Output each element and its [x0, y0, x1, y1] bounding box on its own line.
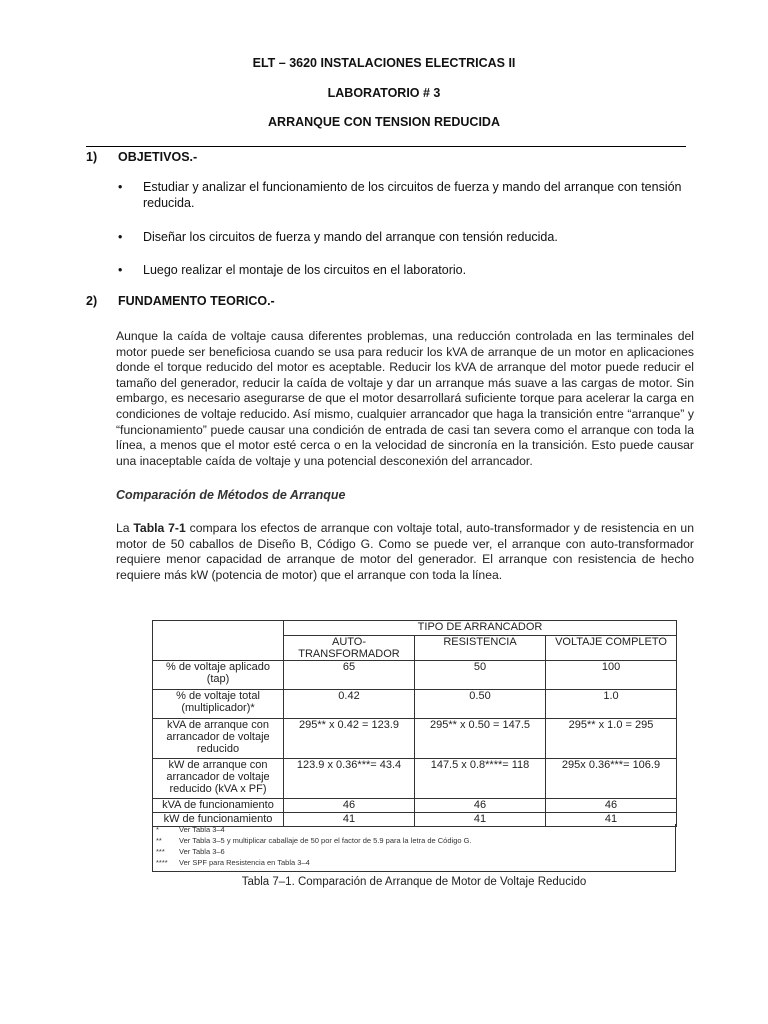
table-cell: 295** x 0.50 = 147.5 — [415, 718, 546, 758]
table-row — [153, 689, 677, 718]
corner-cell — [153, 621, 284, 636]
table-cell: 50 — [415, 660, 546, 689]
theory-paragraph: Aunque la caída de voltaje causa diferentes problemas, una reducción controlada en las terminales del motor puede ser beneficiosa cuando se usa para reducir los kVA de arranque de un motor en aplicaciones donde el torque reducido del motor es aceptable. Reducir los kVA de arranque del motor puede reducir el tamaño del generador, reducir la caída de voltaje y dar un arranque más suave a las cargas de motor. Sin embargo, es necesario asegurarse de que el motor desarrollará suficiente torque para acelerar la carga en condiciones de voltaje reducido. Así mismo, cualquier arrancador que haga la transición entre “arranque” y “funcionamiento” puede causar una condición de entrada de casi tan severa como el arranque con toda la línea, a menos que el motor esté cerca o en la velocidad de sincronía en la transición. Esto puede causar una inaceptable caída de voltaje y una potencial desconexión del arrancador. — [116, 329, 694, 468]
table-caption: Tabla 7–1. Comparación de Arranque de Motor de Voltaje Reducido — [241, 876, 587, 888]
objective-item — [118, 229, 698, 245]
column-header: AUTO-TRANSFORMADOR — [284, 635, 415, 660]
row-label: kVA de funcionamiento — [153, 798, 284, 812]
table-cell: 100 — [546, 660, 677, 689]
section-fundamento-heading — [86, 294, 275, 308]
table-cell: 295** x 0.42 = 123.9 — [284, 718, 415, 758]
footnote-mark: ** — [156, 836, 162, 845]
row-label: % de voltaje aplicado (tap) — [153, 660, 284, 689]
row-label: kW de arranque con arrancador de voltaje reducido (kVA x PF) — [153, 758, 284, 798]
comparison-text-start: La — [116, 521, 134, 535]
comparison-subheading: Comparación de Métodos de Arranque — [116, 488, 346, 502]
section-title: FUNDAMENTO TEORICO.- — [118, 294, 275, 308]
objective-item — [118, 179, 698, 211]
table-row — [153, 718, 677, 758]
header-rule — [86, 146, 686, 147]
table-row — [153, 798, 677, 812]
table-cell: 0.50 — [415, 689, 546, 718]
bullet-icon: • — [118, 230, 123, 244]
footnote-text: Ver Tabla 3–6 — [179, 847, 225, 856]
footnote-mark: * — [156, 825, 159, 834]
column-header: VOLTAJE COMPLETO — [546, 635, 677, 660]
section-objetivos-heading — [86, 150, 197, 164]
footnote-text: Ver SPF para Resistencia en Tabla 3–4 — [179, 858, 310, 867]
table-cell: 295x 0.36***= 106.9 — [546, 758, 677, 798]
row-label: % de voltaje total (multiplicador)* — [153, 689, 284, 718]
lab-number: LABORATORIO # 3 — [327, 86, 441, 100]
footnote-mark: **** — [156, 858, 168, 867]
table-cell: 41 — [546, 812, 677, 826]
table-group-header-row — [153, 621, 677, 636]
course-title: ELT – 3620 INSTALACIONES ELECTRICAS II — [252, 56, 516, 70]
comparison-paragraph — [116, 521, 694, 583]
corner-cell — [153, 635, 284, 660]
section-title: OBJETIVOS.- — [118, 150, 198, 164]
table-cell: 0.42 — [284, 689, 415, 718]
bullet-icon: • — [118, 180, 123, 194]
table-column-header-row — [153, 635, 677, 660]
table-cell: 46 — [415, 798, 546, 812]
table-cell: 65 — [284, 660, 415, 689]
table-cell: 41 — [415, 812, 546, 826]
table-footnotes — [152, 824, 676, 872]
table-cell: 46 — [546, 798, 677, 812]
lab-topic: ARRANQUE CON TENSION REDUCIDA — [268, 115, 500, 129]
table-reference: Tabla 7-1 — [133, 521, 186, 535]
objective-text: Luego realizar el montaje de los circuitos en el laboratorio. — [143, 263, 467, 277]
bullet-icon: • — [118, 263, 123, 277]
table-cell: 46 — [284, 798, 415, 812]
objective-text: Diseñar los circuitos de fuerza y mando del arranque con tensión reducida. — [143, 230, 558, 244]
footnote-mark: *** — [156, 847, 165, 856]
section-number: 1) — [86, 150, 98, 164]
table-cell: 41 — [284, 812, 415, 826]
section-number: 2) — [86, 294, 98, 308]
comparison-table — [152, 620, 677, 827]
table-cell: 123.9 x 0.36***= 43.4 — [284, 758, 415, 798]
footnote-text: Ver Tabla 3–4 — [179, 825, 225, 834]
table-row — [153, 660, 677, 689]
objective-text: Estudiar y analizar el funcionamiento de los circuitos de fuerza y mando del arranque con tensión reducida. — [143, 180, 682, 210]
column-header: RESISTENCIA — [415, 635, 546, 660]
group-header: TIPO DE ARRANCADOR — [284, 621, 677, 636]
table-cell: 1.0 — [546, 689, 677, 718]
row-label: kVA de arranque con arrancador de voltaje reducido — [153, 718, 284, 758]
objective-item — [118, 262, 698, 278]
row-label: kW de funcionamiento — [153, 812, 284, 826]
table-cell: 295** x 1.0 = 295 — [546, 718, 677, 758]
comparison-text-rest: compara los efectos de arranque con voltaje total, auto-transformador y de resistencia en un motor de 50 caballos de Diseño B, Código G. Como se puede ver, el arranque con auto-transformador requiere menor capacidad de arranque de motor del generador. El arranque con resistencia de hecho requiere más kW (potencia de motor) que el arranque con toda la línea. — [116, 521, 694, 582]
footnote-text: Ver Tabla 3–5 y multiplicar caballaje de 50 por el factor de 5.9 para la letra de Código G. — [179, 836, 472, 845]
table-cell: 147.5 x 0.8****= 118 — [415, 758, 546, 798]
table-row — [153, 758, 677, 798]
